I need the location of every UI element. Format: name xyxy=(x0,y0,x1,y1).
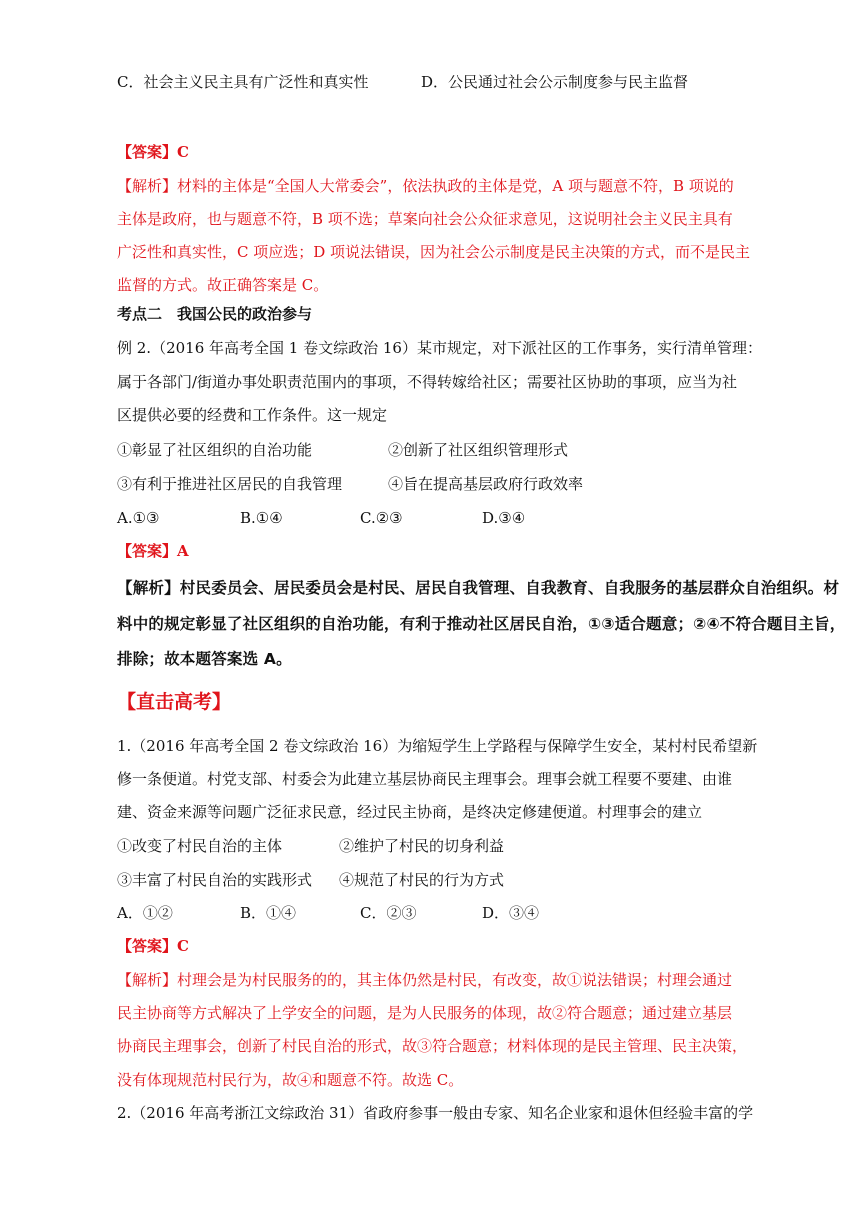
analysis-line: 协商民主理事会，创新了村民自治的形式，故③符合题意；材料体现的是民主管理、民主决策， xyxy=(117,1037,748,1055)
choice-b: B.①④ xyxy=(240,509,283,527)
option-d: D．公民通过社会公示制度参与民主监督 xyxy=(421,73,689,91)
analysis-line: 【解析】材料的主体是“全国人大常委会”，依法执政的主体是党，A 项与题意不符，B 项说的 xyxy=(117,177,734,195)
question-stem-line: 建、资金来源等问题广泛征求民意，经过民主协商，是终决定修建便道。村理事会的建立 xyxy=(117,803,703,821)
analysis-line: 没有体现规范村民行为，故④和题意不符。故选 C。 xyxy=(117,1071,464,1089)
statement-4: ④旨在提高基层政府行政效率 xyxy=(388,475,584,493)
choice-a: A.①③ xyxy=(117,509,160,527)
choice-d: D．③④ xyxy=(482,904,540,922)
answer-label: 【答案】C xyxy=(117,937,189,955)
choice-a: A．①② xyxy=(117,904,173,922)
question-stem-line: 例 2.（2016 年高考全国 1 卷文综政治 16）某市规定，对下派社区的工作事务，实行清单管理： xyxy=(117,339,762,357)
section-heading: 【直击高考】 xyxy=(117,691,232,713)
choice-b: B．①④ xyxy=(240,904,297,922)
option-c: C．社会主义民主具有广泛性和真实性 xyxy=(117,73,369,91)
statement-3: ③有利于推进社区居民的自我管理 xyxy=(117,475,343,493)
analysis-line: 监督的方式。故正确答案是 C。 xyxy=(117,276,329,294)
statement-2: ②创新了社区组织管理形式 xyxy=(388,441,569,459)
statement-3: ③丰富了村民自治的实践形式 xyxy=(117,871,313,889)
statement-2: ②维护了村民的切身利益 xyxy=(339,837,505,855)
analysis-line: 主体是政府，也与题意不符，B 项不选；草案向社会公众征求意见，这说明社会主义民主具有 xyxy=(117,210,733,228)
analysis-line: 料中的规定彰显了社区组织的自治功能，有利于推动社区居民自治，①③适合题意；②④不符合题目主旨， xyxy=(117,615,846,633)
answer-label: 【答案】A xyxy=(117,542,189,560)
analysis-line: 民主协商等方式解决了上学安全的问题，是为人民服务的体现，故②符合题意；通过建立基层 xyxy=(117,1004,733,1022)
analysis-line: 排除；故本题答案选 A。 xyxy=(117,650,292,668)
question-stem-line: 1.（2016 年高考全国 2 卷文综政治 16）为缩短学生上学路程与保障学生安全，某村村民希望新 xyxy=(117,737,758,755)
statement-1: ①改变了村民自治的主体 xyxy=(117,837,283,855)
choice-d: D.③④ xyxy=(482,509,526,527)
statement-4: ④规范了村民的行为方式 xyxy=(339,871,505,889)
section-title: 考点二 我国公民的政治参与 xyxy=(117,305,313,323)
statement-1: ①彰显了社区组织的自治功能 xyxy=(117,441,313,459)
question-stem-line: 2.（2016 年高考浙江文综政治 31）省政府参事一般由专家、知名企业家和退休但经验丰富的学 xyxy=(117,1104,754,1122)
choice-c: C．②③ xyxy=(360,904,417,922)
analysis-line: 广泛性和真实性，C 项应选；D 项说法错误，因为社会公示制度是民主决策的方式，而不是民主 xyxy=(117,243,751,261)
question-stem-line: 修一条便道。村党支部、村委会为此建立基层协商民主理事会。理事会就工程要不要建、由谁 xyxy=(117,770,733,788)
analysis-line: 【解析】村民委员会、居民委员会是村民、居民自我管理、自我教育、自我服务的基层群众自治组织。材 xyxy=(117,579,840,597)
question-stem-line: 区提供必要的经费和工作条件。这一规定 xyxy=(117,406,388,424)
answer-label: 【答案】C xyxy=(117,143,189,161)
analysis-line: 【解析】村理会是为村民服务的的，其主体仍然是村民，有改变，故①说法错误；村理会通过 xyxy=(117,971,733,989)
question-stem-line: 属于各部门/街道办事处职责范围内的事项，不得转嫁给社区；需要社区协助的事项，应当为社 xyxy=(117,373,738,391)
choice-c: C.②③ xyxy=(360,509,403,527)
